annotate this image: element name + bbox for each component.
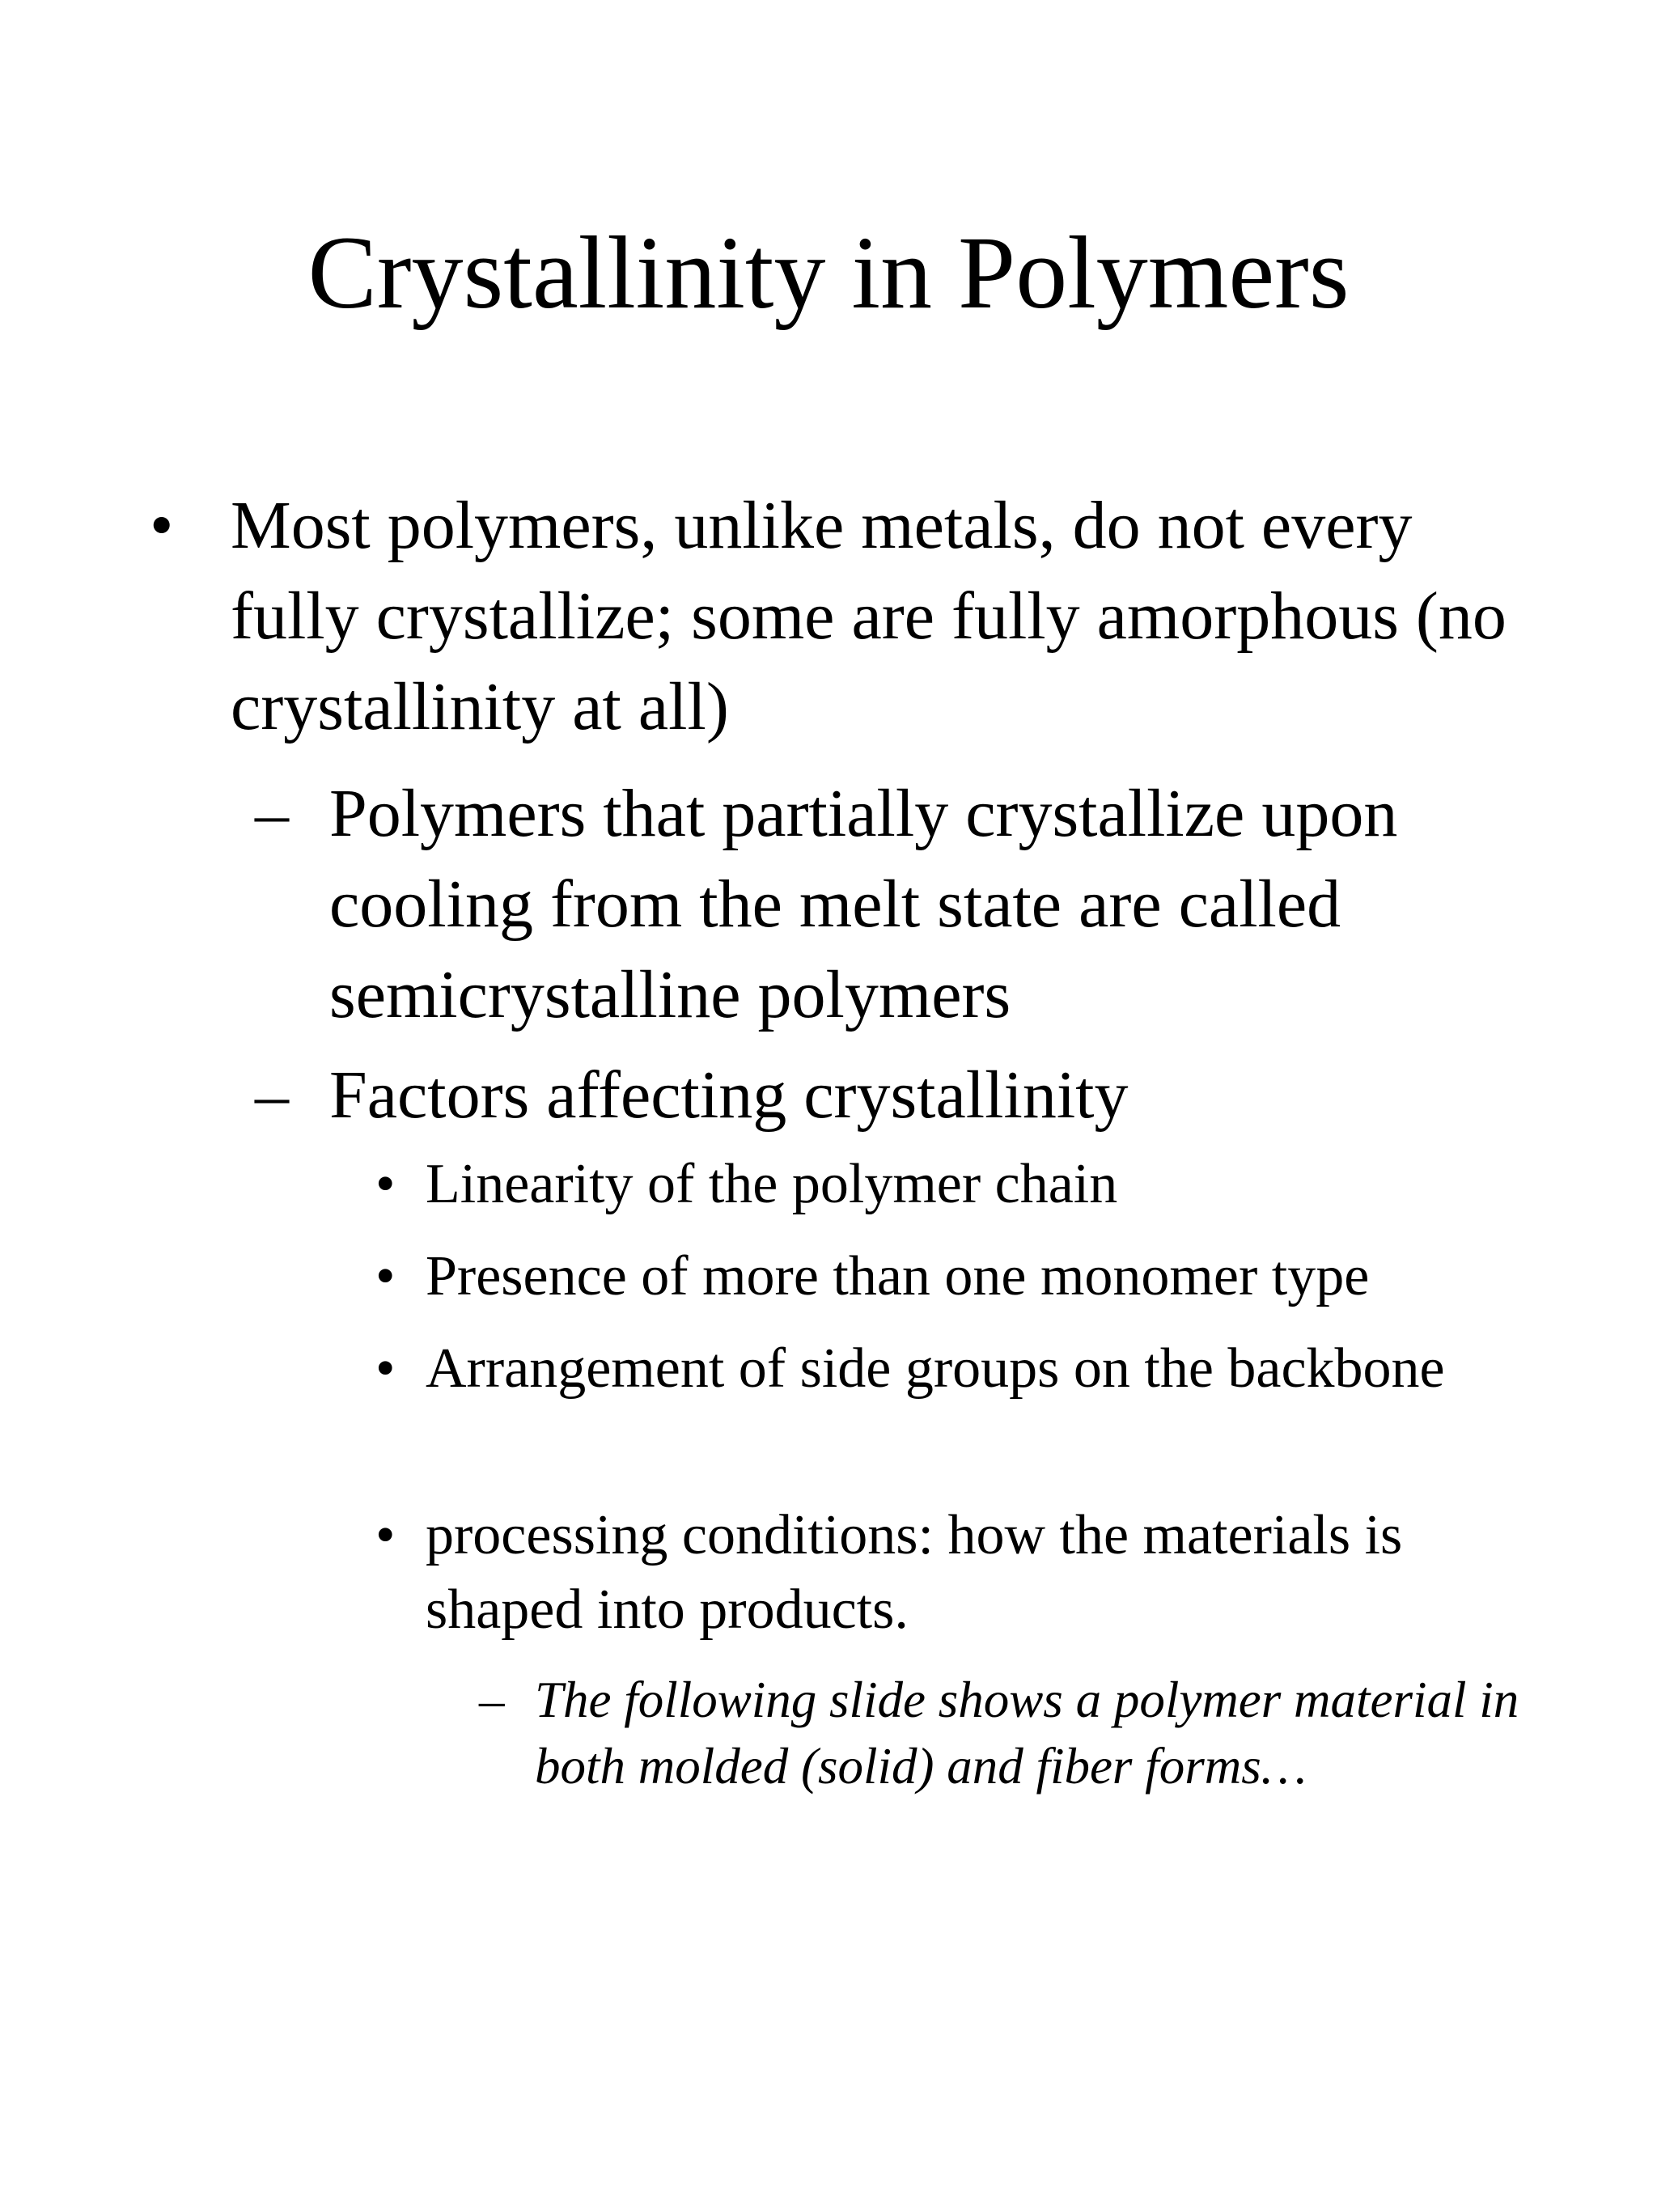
factor-item <box>374 1332 1539 1406</box>
dash-marker: – <box>255 776 289 851</box>
factor-item <box>374 1147 1539 1222</box>
bullet-marker: • <box>375 1337 396 1400</box>
sub-bullet-item <box>255 769 1566 1040</box>
dash-marker: – <box>255 1057 289 1133</box>
bullet-marker: • <box>375 1245 396 1307</box>
bullet-marker: • <box>375 1504 396 1566</box>
bullet-text: Most polymers, unlike metals, do not every fully crystallize; some are fully amorphous (no crystallinity at all) <box>231 488 1507 744</box>
sub-bullet-text: Factors affecting crystallinity <box>329 1057 1129 1133</box>
sub-bullet-text: Polymers that partially crystallize upon cooling from the melt state are called semicrystalline polymers <box>329 776 1398 1032</box>
bullet-marker: • <box>375 1153 396 1215</box>
note-item <box>479 1667 1531 1799</box>
factor-text: Linearity of the polymer chain <box>426 1153 1118 1215</box>
factor-item <box>374 1498 1539 1647</box>
factor-text: Presence of more than one monomer type <box>426 1245 1370 1307</box>
factor-text: processing conditions: how the materials is shaped into products. <box>426 1504 1403 1641</box>
factor-item <box>374 1239 1539 1314</box>
slide-title: Crystallinity in Polymers <box>307 215 1350 330</box>
note-text: The following slide shows a polymer material in both molded (solid) and fiber forms… <box>535 1672 1519 1795</box>
factor-text: Arrangement of side groups on the backbone <box>426 1337 1445 1400</box>
dash-marker: – <box>479 1672 505 1728</box>
sub-bullet-item <box>255 1050 1566 1141</box>
bullet-item <box>150 481 1545 752</box>
bullet-marker: • <box>150 488 174 563</box>
